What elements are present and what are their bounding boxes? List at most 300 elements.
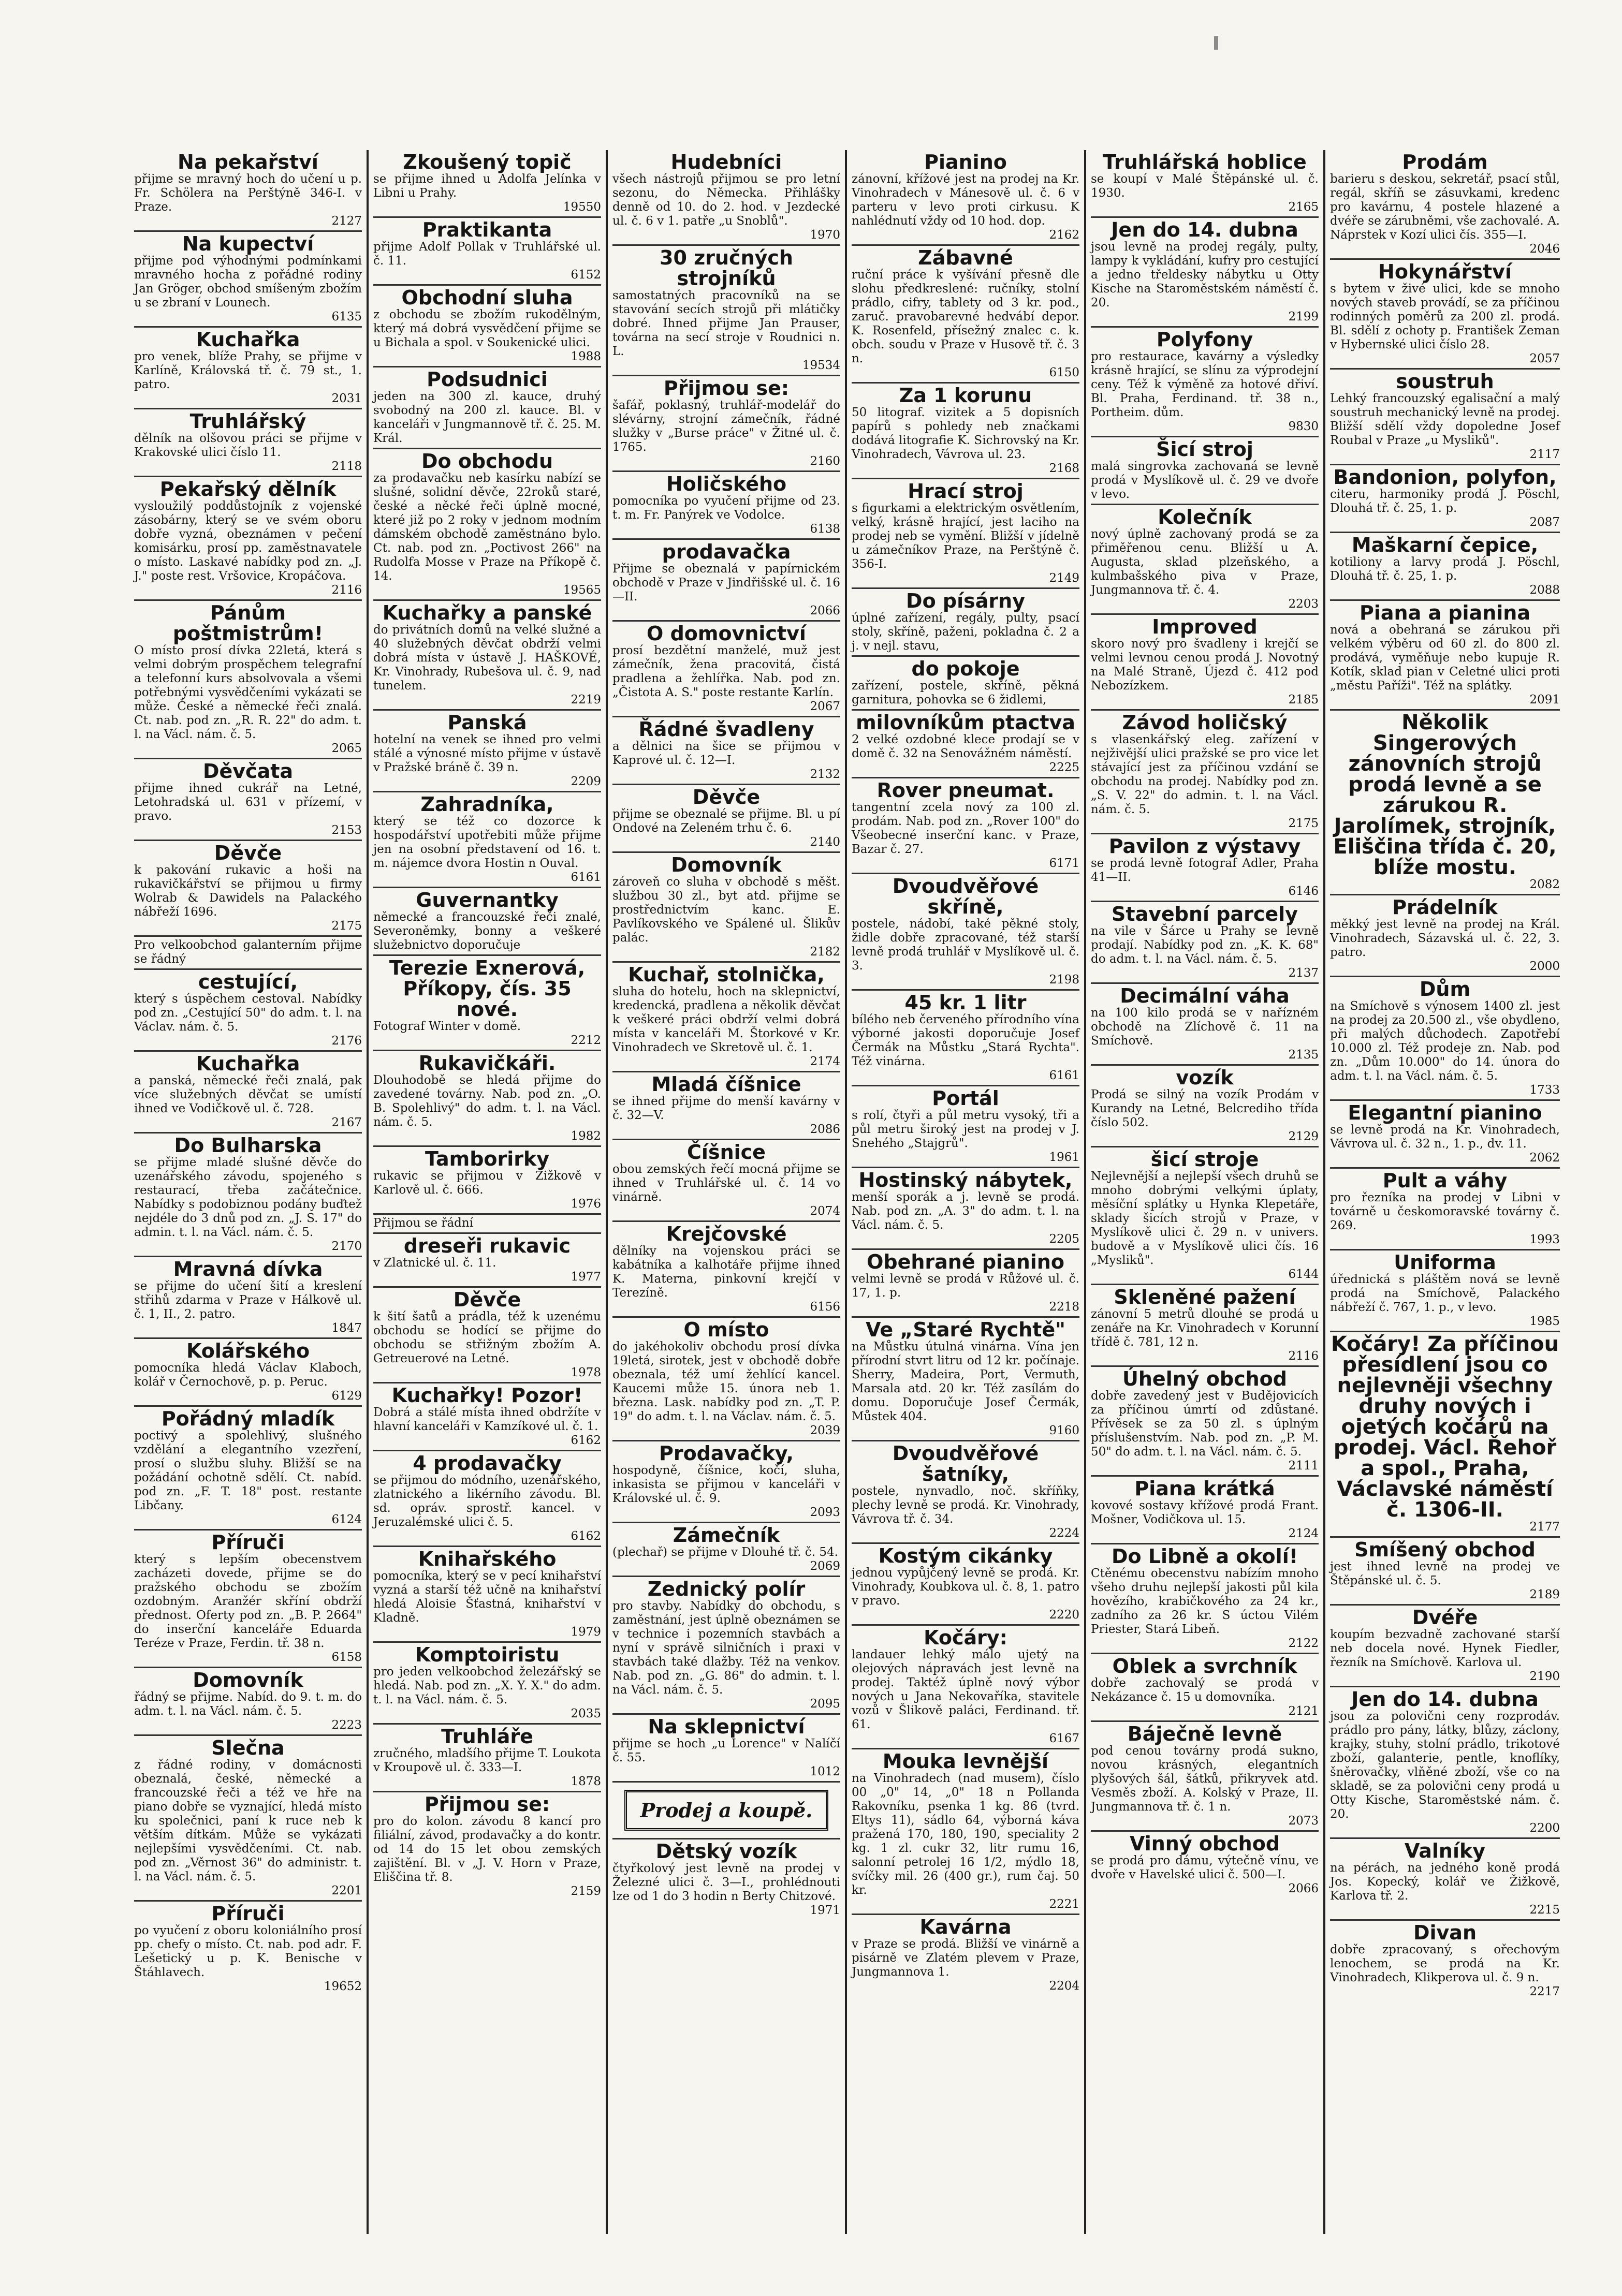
ad-reference-number: 6156 xyxy=(810,1300,840,1314)
ad-text: obou zemských řečí mocná přijme se ihned v Truhlářské ul. č. 14 vo vinárně. xyxy=(612,1162,840,1204)
ad-headline: Do obchodu xyxy=(421,450,553,473)
ad-headline: Stavební parcely xyxy=(1112,903,1298,925)
ad-reference-number: 2118 xyxy=(331,460,362,473)
ad-reference-number: 19652 xyxy=(324,1980,362,1993)
ad-reference-number: 2198 xyxy=(1049,973,1079,987)
ad-reference-number: 6167 xyxy=(1049,1732,1079,1745)
ad-headline: Přijmou se: xyxy=(663,377,790,400)
classified-ad xyxy=(1330,895,1560,977)
ad-reference-number: 6161 xyxy=(571,871,601,884)
classified-ad xyxy=(612,246,840,376)
ad-text: přijme se obeznalé se přijme. Bl. u pí Ondové na Zeleném trhu č. 6. xyxy=(612,807,840,835)
ad-reference-number: 2124 xyxy=(1288,1527,1319,1540)
classified-ad xyxy=(1091,150,1319,218)
ad-reference-number: 19565 xyxy=(563,583,601,597)
classified-ad xyxy=(134,937,362,970)
classified-ad xyxy=(852,150,1079,246)
classified-ad xyxy=(852,246,1079,384)
classified-ad xyxy=(1091,218,1319,328)
classified-ad xyxy=(852,1544,1079,1626)
classified-ad xyxy=(1330,260,1560,370)
classified-ad xyxy=(852,479,1079,589)
ad-reference-number: 2000 xyxy=(1529,960,1560,973)
ad-headline: Děvče xyxy=(692,786,761,808)
ad-text: postele, nádobí, také pěkné stoly, židle dobře zpracované, též starší levně prodá truhlář v Myslíkově ul. č. 3. xyxy=(852,917,1079,973)
ad-reference-number: 2204 xyxy=(1049,1979,1079,1993)
classified-ad xyxy=(612,1715,840,1783)
classified-ad xyxy=(852,778,1079,874)
ad-headline: Mladá číšnice xyxy=(651,1073,801,1096)
ad-headline: Divan xyxy=(1413,1921,1477,1944)
ad-text: Přijmou se řádní xyxy=(373,1216,474,1230)
ad-text: 2 velké ozdobné klece prodají se v domě č. 32 na Senovážném náměstí. xyxy=(852,733,1079,760)
classified-ad xyxy=(1091,437,1319,505)
ad-reference-number: 6135 xyxy=(331,310,362,323)
classified-ad xyxy=(134,1668,362,1736)
ad-headline: Tamborirky xyxy=(425,1147,550,1170)
ad-reference-number: 2073 xyxy=(1288,1814,1319,1828)
classified-ad xyxy=(1091,1722,1319,1832)
classified-ad xyxy=(1091,1544,1319,1654)
classified-ad xyxy=(134,759,362,841)
classified-ad xyxy=(373,367,601,449)
ad-reference-number: 2168 xyxy=(1049,462,1079,475)
classified-ad xyxy=(134,1530,362,1668)
ad-headline: O domovnictví xyxy=(647,622,806,645)
ad-headline: Přijmou se: xyxy=(424,1793,550,1816)
classified-ad xyxy=(612,622,840,717)
ad-reference-number: 6152 xyxy=(571,268,601,282)
classified-ad xyxy=(134,1052,362,1134)
ad-text: na pérách, na jedného koně prodá Jos. Kopecký, kolář ve Žižkově, Karlova tř. 2. xyxy=(1330,1861,1560,1903)
classified-ad xyxy=(612,1318,840,1441)
classified-ad xyxy=(1091,1285,1319,1367)
ad-text: za prodavačku neb kasírku nabízí se slušné, solidní děvče, 22roků staré, české a něcké řeči úplně mocné, které již po 2 roky v jednom modním dámském obchodě zaměstnáno bylo. Ct. nab. pod zn. „Poctivost 266" na Rudolfa Mosse v Praze na Příkopě č. 14. xyxy=(373,472,601,583)
classified-ad xyxy=(134,841,362,937)
ad-reference-number: 9830 xyxy=(1288,420,1319,433)
ad-text: pomocníka hledá Václav Klaboch, kolář v Černochově, p. p. Peruc. xyxy=(134,1361,362,1389)
ad-text: úřednická s pláštěm nová se levně prodá na Smíchově, Palackého nábřeží č. 767, 1. p., v levo. xyxy=(1330,1273,1560,1314)
ad-headline: Kočáry! Za příčinou přesídlení jsou co nejlevněji všechny druhy nových i ojetých kočárů na prodej. Václ. Řehoř a spol., Praha, Václavské náměstí č. 1306-II. xyxy=(1331,1332,1559,1522)
classified-ad xyxy=(852,384,1079,479)
ad-reference-number: 6146 xyxy=(1288,885,1319,898)
classified-ad xyxy=(852,1749,1079,1915)
ad-text: dobře zpracovaný, s ořechovým lenochem, se prodá na Kr. Vinohradech, Klikperova ul. č. 9 n. xyxy=(1330,1943,1560,1984)
ad-headline: Podsudnici xyxy=(427,368,548,391)
ad-reference-number: 2159 xyxy=(571,1885,601,1898)
ad-headline: Panská xyxy=(447,711,527,734)
classified-columns xyxy=(129,150,1565,2234)
column-1 xyxy=(129,150,369,2234)
ad-text: hospodyně, číšnice, kočí, sluha, inkasista se přijmou v kanceláři v Královské ul. č. 9. xyxy=(612,1464,840,1505)
ad-headline: Děvče xyxy=(214,842,282,864)
classified-ad xyxy=(1091,328,1319,437)
classified-ad xyxy=(1091,984,1319,1066)
ad-reference-number: 2189 xyxy=(1529,1588,1560,1601)
ad-headline: Bandonion, polyfon, xyxy=(1333,466,1557,489)
ad-text: dělníky na vojenskou práci se kabátníka a kalhotáře přijme ihned K. Materna, pinkovní krejčí v Terezíně. xyxy=(612,1244,840,1300)
classified-ad xyxy=(373,888,601,956)
ad-text: čtyřkolový jest levně na prodej v Železné ulici č. 3—I., prohlédnouti lze od 1 do 3 hodin n Berty Chitzové. xyxy=(612,1862,840,1903)
column-5 xyxy=(1086,150,1325,2234)
classified-ad xyxy=(1091,1066,1319,1147)
ad-text: Dobrá a stálé místa ihned obdržíte v hlavní kanceláři v Kamzíkové ul. č. 1. xyxy=(373,1406,601,1433)
ad-headline: 45 kr. 1 litr xyxy=(904,991,1027,1014)
ad-headline: Pult a váhy xyxy=(1382,1169,1508,1192)
classified-ad xyxy=(1330,370,1560,465)
classified-ad xyxy=(373,150,601,218)
ad-text: 50 litograf. vizitek a 5 dopisních papírů s pohledy neb značkami dodává litografie K. Sichrovský na Kr. Vinohradech, Vávrova ul. 23. xyxy=(852,406,1079,461)
ad-reference-number: 2199 xyxy=(1288,310,1319,323)
ad-text: po vyučení z oboru koloniálního prosí pp. chefy o místo. Ct. nab. pod adr. F. Lešetický u p. K. Benische v Štáhlavech. xyxy=(134,1924,362,1979)
classified-ad xyxy=(134,601,362,759)
ad-headline: Domovník xyxy=(193,1669,303,1691)
ad-text: vysloužilý poddůstojník z vojenské zásobárny, který se ve svém oboru dobře vyzná, obeznámen v pečení komisárku, prosí pp. zaměstnavatele o místo. Laskavé nabídky pod zn. „J. J." poste rest. Vršovice, Kropáčova. xyxy=(134,499,362,583)
classified-ad xyxy=(852,1168,1079,1250)
ad-text: v Zlatnické ul. č. 11. xyxy=(373,1256,496,1270)
ad-text: pro jeden velkoobchod železářský se hledá. Nab. pod zn. „X. Y. X." do adm. t. l. na Václ. nám. č. 5. xyxy=(373,1665,601,1706)
ad-text: který se též co dozorce k hospodářství upotřebiti může přijme jen na osobní představení od 16. t. m. nájemce dvora Hostin n Ouval. xyxy=(373,815,601,870)
ad-headline: Pánům poštmistrům! xyxy=(172,601,324,645)
ad-headline: Rover pneumat. xyxy=(876,779,1055,802)
column-2 xyxy=(369,150,608,2234)
classified-ad xyxy=(373,286,601,367)
ad-text: (plechař) se přijme v Dlouhé tř. č. 54. xyxy=(612,1546,838,1559)
classified-ad xyxy=(1330,1169,1560,1250)
classified-ad xyxy=(612,150,840,246)
ad-headline: Piana a pianina xyxy=(1360,601,1530,624)
classified-ad xyxy=(612,1441,840,1523)
ad-headline: prodavačka xyxy=(662,540,791,563)
ad-headline: do pokoje xyxy=(911,657,1020,680)
ad-headline: Truhláře xyxy=(441,1725,533,1748)
classified-ad xyxy=(373,1051,601,1147)
column-6 xyxy=(1325,150,1565,2234)
ad-text: kotiliony a larvy prodá J. Pöschl, Dlouhá tř. č. 25, 1. p. xyxy=(1330,555,1560,583)
ad-headline: Mravná dívka xyxy=(173,1258,323,1281)
ad-reference-number: 2220 xyxy=(1049,1608,1079,1622)
ad-text: jednou vypůjčený levně se prodá. Kr. Vinohrady, Koubkova ul. č. 8, 1. patro v pravo. xyxy=(852,1566,1079,1608)
ad-text: z obchodu se zbožím rukodělným, který má dobrá vysvědčení přijme se u Bichala a spol. v Soukenické ulici. xyxy=(373,308,601,349)
classified-ad xyxy=(1330,1839,1560,1921)
ad-reference-number: 6162 xyxy=(571,1434,601,1447)
ad-headline: Do Bulharska xyxy=(174,1134,322,1157)
ad-text: rukavic se přijmou v Žižkově v Karlově ul. č. 666. xyxy=(373,1169,601,1197)
ad-headline: Dům xyxy=(1419,978,1471,1000)
ad-reference-number: 2174 xyxy=(810,1055,840,1068)
ad-text: přijme se hoch „u Lorence" v Nalíčí č. 55. xyxy=(612,1737,840,1764)
ad-headline: vozík xyxy=(1176,1066,1234,1089)
classified-ad xyxy=(612,785,840,853)
ad-reference-number: 2129 xyxy=(1288,1130,1319,1143)
ad-text: zároveň co sluha v obchodě s měšt. službou 30 zl., byt atd. přijme se prostřednictvím kanc. E. Pavlíkovského ve Spálené ul. Šlikův palác. xyxy=(612,875,840,945)
ad-text: s rolí, čtyři a půl metru vysoký, tři a půl metru široký jest na prodej v J. Snehého „Stajgrů". xyxy=(852,1109,1079,1150)
ad-text: kovové sostavy křížové prodá Frant. Mošner, Vodičkova ul. 15. xyxy=(1091,1499,1319,1526)
ad-reference-number: 2219 xyxy=(571,693,601,707)
ad-headline: Polyfony xyxy=(1156,328,1253,351)
ad-headline: Pianino xyxy=(924,151,1007,173)
ad-reference-number: 2111 xyxy=(1288,1459,1319,1473)
ad-text: nový úplně zachovaný prodá se za přiměřenou cenu. Bližší u A. Augusta, sklad plzeňského, a kulmbašského piva v Praze, Jungmannova tř. č. 4. xyxy=(1091,527,1319,597)
ad-reference-number: 2217 xyxy=(1529,1985,1560,1998)
ad-headline: Decimální váha xyxy=(1120,984,1290,1007)
ad-headline: 30 zručných strojníků xyxy=(660,246,793,290)
ad-headline: Závod holičský xyxy=(1122,711,1288,734)
ad-headline: milovníkům ptactva xyxy=(856,711,1075,734)
ad-reference-number: 2117 xyxy=(1529,448,1560,461)
ad-text: se přijme do učení šití a kreslení střihů zdarma v Praze v Hálkově ul. č. 1, II., 2. patro. xyxy=(134,1279,362,1321)
ad-headline: dreseři rukavic xyxy=(403,1234,571,1257)
classified-ad xyxy=(612,472,840,540)
ad-text: s figurkami a elektrickým osvětlením, velký, krásně hrající, jest laciho na prodej neb se vymění. Bližší v jídelně u zámečníkov Praze, na Perštýně č. 356-I. xyxy=(852,502,1079,571)
ad-reference-number: 2182 xyxy=(810,945,840,959)
classified-ad xyxy=(612,717,840,785)
classified-ad xyxy=(373,1725,601,1792)
ad-headline: Mouka levnější xyxy=(882,1750,1049,1773)
ad-reference-number: 2224 xyxy=(1049,1526,1079,1540)
ad-headline: Vinný obchod xyxy=(1129,1832,1280,1855)
classified-ad xyxy=(1330,711,1560,895)
ad-text: pomocníka, který se v pecí knihařství vyzná a starší též učně na knihařství hledá Aloisie Šťastná, knihařství v Kladně. xyxy=(373,1569,601,1625)
ad-headline: Šicí stroj xyxy=(1156,438,1253,461)
ad-reference-number: 1970 xyxy=(810,228,840,242)
ad-reference-number: 2086 xyxy=(810,1123,840,1136)
ad-headline: Komptoiristu xyxy=(415,1643,560,1666)
ad-headline: šicí stroje xyxy=(1150,1148,1259,1171)
ad-headline: Krejčovské xyxy=(666,1223,787,1245)
classified-ad xyxy=(134,1257,362,1339)
ad-text: jest ihned levně na prodej ve Štěpánské ul. č. 5. xyxy=(1330,1560,1560,1587)
ad-reference-number: 6129 xyxy=(331,1389,362,1403)
ad-reference-number: 2122 xyxy=(1288,1637,1319,1650)
classified-ad xyxy=(1330,1101,1560,1169)
ad-text: se ihned přijme do menší kavárny v č. 32—V. xyxy=(612,1095,840,1122)
classified-ad xyxy=(373,1234,601,1288)
ad-text: se koupí v Malé Štěpánské ul. č. 1930. xyxy=(1091,172,1319,200)
ad-text: jsou za polovični ceny rozprodáv. prádlo pro pány, látky, blůzy, záclony, krajky, stuhy, stolní prádlo, trikotové zboží, galanterie, pentle, knoflíky, šněrovačky, vlňěné zboží, vše co na skladě, se za polovični ceny prodá u Otty Kische, Staroměstské nám. č. 20. xyxy=(1330,1710,1560,1821)
classified-ad xyxy=(1091,1147,1319,1285)
classified-ad xyxy=(1330,150,1560,260)
ad-reference-number: 2116 xyxy=(1288,1349,1319,1363)
classified-ad xyxy=(612,853,840,963)
ad-reference-number: 2153 xyxy=(331,823,362,837)
ad-text: na Vinohradech (nad musem), číslo 00 „0" 14, „0" 18 n Pollanda Rakovníku, psenka 1 kg. 86 (tvrd. Eltys 11), sádlo 64, výborná káva pražená 170, 180, 190, speciality 2 kg. 1 zl. cukr 32, litr rumu 16, salonní petrolej 16 1/2, mýdlo 18, svíčky mil. 26 (400 gr.), rum čaj. 50 kr. xyxy=(852,1772,1079,1897)
classified-ad xyxy=(1091,902,1319,984)
ad-reference-number: 2149 xyxy=(1049,571,1079,585)
ad-text: citeru, harmoniky prodá J. Pöschl, Dlouhá tř. č. 25, 1. p. xyxy=(1330,488,1560,515)
ad-text: s vlasenkářský eleg. zařízení v nejživější ulici pražské se pro vice let stávající jest za příčinou vzdání se obchodu na prodej. Nabídky pod zn. „S. V. 22" do admin. t. l. na Václ. nám. č. 5. xyxy=(1091,733,1319,816)
ad-reference-number: 1012 xyxy=(810,1765,840,1778)
ad-reference-number: 2221 xyxy=(1049,1897,1079,1911)
classified-ad xyxy=(1091,505,1319,615)
ad-text: Dlouhodobě se hledá přijme do zavedené továrny. Nab. pod zn. „O. B. Spolehlivý" do adm. t. l. na Václ. nám. č. 5. xyxy=(373,1073,601,1129)
ad-reference-number: 1993 xyxy=(1529,1233,1560,1246)
classified-ad xyxy=(612,376,840,472)
ad-headline: Obchodní sluha xyxy=(401,286,573,309)
ad-text: pro řezníka na prodej v Libni v továrně u českomoravské továrny č. 269. xyxy=(1330,1191,1560,1232)
classified-ad xyxy=(852,1250,1079,1318)
ad-reference-number: 2039 xyxy=(810,1424,840,1437)
ad-reference-number: 2140 xyxy=(810,835,840,849)
ad-text: Přijme se obeznalá v papírnickém obchodě v Praze v Jindřišské ul. č. 16—II. xyxy=(612,562,840,604)
ad-text: tangentní zcela nový za 100 zl. prodám. Nab. pod zn. „Rover 100" do Všeobecné inserční kanc. v Praze, Bazar č. 27. xyxy=(852,801,1079,856)
classified-ad xyxy=(134,232,362,328)
ad-reference-number: 2175 xyxy=(331,919,362,933)
ad-headline: Dvéře xyxy=(1412,1606,1478,1629)
ad-headline: Skleněné pažení xyxy=(1114,1286,1296,1308)
ad-headline: Jen do 14. dubna xyxy=(1351,1688,1539,1711)
ad-reference-number: 1982 xyxy=(571,1129,601,1143)
ad-reference-number: 6150 xyxy=(1049,366,1079,379)
classified-ad xyxy=(373,1643,601,1725)
ad-text: prosí bezdětní manželé, muž jest zámečník, žena pracovitá, čistá pradlena a žehlířka. Nab. pod zn. „Čistota A. S." poste restante Karlín. xyxy=(612,644,840,699)
ad-headline: Prádelník xyxy=(1392,896,1498,919)
ad-text: sluha do hotelu, hoch na sklepnictví, kredencká, pradlena a několik děvčat k veškeré práci obdrží velmi dobrá místa v kanceláři M. Štorkové v Kr. Vinohradech ve Skretově ul. č. 1. xyxy=(612,985,840,1054)
ad-text: koupím bezvadně zachované starší neb docela nové. Hynek Fiedler, řezník na Smíchově. Karlova ul. xyxy=(1330,1628,1560,1669)
ad-reference-number: 1977 xyxy=(571,1270,601,1284)
ad-text: jeden na 300 zl. kauce, druhý svobodný na 200 zl. kauce. Bl. v kanceláři v Jungmannově tř. č. 25. M. Král. xyxy=(373,390,601,445)
ad-text: pod cenou továrny prodá sukno, novou krásných, elegantních plyšových šál, šátků, přikryvek atd. Vesměs zboží. A. Kolský v Praze, II. Jungmannova tř. č. 1 n. xyxy=(1091,1744,1319,1814)
classified-ad xyxy=(612,1523,840,1577)
ad-headline: Kočáry: xyxy=(924,1626,1007,1649)
ad-reference-number: 1978 xyxy=(571,1366,601,1379)
ad-reference-number: 2190 xyxy=(1529,1670,1560,1683)
ad-headline: Guvernantky xyxy=(416,889,559,911)
ad-text: s bytem v živé ulici, kde se mnoho nových staveb provádí, se za příčinou rodinných poměrů za 200 zl. prodá. Bl. sdělí z ochoty p. František Zeman v Hybernské ulici číslo 28. xyxy=(1330,282,1560,351)
ad-headline: Kuchařky! Pozor! xyxy=(391,1384,583,1407)
classified-ad xyxy=(134,409,362,477)
ad-text: Ctěnému obecenstvu nabízím mnoho všeho druhu nejlepší jakosti půl kila hovězího, krabičkového za 24 kr., zadního za 26 kr. S úctou Vilém Priester, Stará Libeň. xyxy=(1091,1567,1319,1636)
ad-reference-number: 2088 xyxy=(1529,583,1560,597)
ad-headline: Kuchařky a panské xyxy=(382,601,592,624)
ad-reference-number: 1979 xyxy=(571,1625,601,1639)
section-heading-box xyxy=(612,1783,840,1839)
classified-ad xyxy=(852,1086,1079,1168)
ad-reference-number: 2175 xyxy=(1288,817,1319,830)
ad-text: samostatných pracovníků na se stavování secích strojů při mlátičky dobré. Ihned přijme Jan Prauser, továrna na secí stroje v Roudnici n. L. xyxy=(612,289,840,358)
ad-headline: Oblek a svrchník xyxy=(1112,1655,1297,1677)
ad-headline: Holičského xyxy=(666,473,787,495)
ad-reference-number: 2201 xyxy=(331,1884,362,1897)
classified-ad xyxy=(612,1577,840,1715)
classified-ad xyxy=(373,1215,601,1234)
ad-text: německé a francouzské řeči znalé, Severoněmky, bonny a veškeré služebnictvo doporučuje xyxy=(373,910,601,952)
ad-headline: Smíšený obchod xyxy=(1354,1538,1536,1561)
ad-reference-number: 2165 xyxy=(1288,200,1319,214)
ad-headline: soustruh xyxy=(1396,370,1494,393)
ad-text: v Praze se prodá. Bližší ve vinárně a pisárně ve Zlatém plevem v Praze, Jungmannova 1. xyxy=(852,1937,1079,1979)
classified-ad xyxy=(134,1134,362,1257)
ad-reference-number: 2121 xyxy=(1288,1704,1319,1718)
classified-ad xyxy=(373,1147,601,1215)
ad-headline: Kolečník xyxy=(1158,506,1252,528)
ad-headline: Dvoudvěřové skříně, xyxy=(892,875,1039,918)
ad-headline: Pořádný mladík xyxy=(161,1407,335,1430)
classified-ad xyxy=(373,1451,601,1547)
ad-text: landauer lehký málo ujetý na olejových nápravách jest levně na prodej. Taktéž úplně nový výbor nových u Jana Nekovaříka, stavitele vozů v Šlikově paláci, Ferdinand. tř. 61. xyxy=(852,1648,1079,1731)
ad-text: Fotograf Winter v domě. xyxy=(373,1020,521,1033)
classified-ad xyxy=(1091,1654,1319,1722)
ad-reference-number: 1878 xyxy=(571,1775,601,1788)
ad-text: všech nástrojů přijmou se pro letní sezonu, do Německa. Přihlášky denně od 10. do 2. hod. v Jezdecké ul. č. 6 v 1. patře „u Snoblů". xyxy=(612,172,840,228)
classified-ad xyxy=(1091,711,1319,834)
ad-reference-number: 1847 xyxy=(331,1321,362,1335)
ad-reference-number: 2135 xyxy=(1288,1048,1319,1062)
ad-text: na vile v Šárce u Prahy se levně prodají. Nabídky pod zn. „K. K. 68" do adm. t. l. na Václ. nám. č. 5. xyxy=(1091,924,1319,966)
ad-text: šafář, poklasný, truhlář-modelář do slévárny, strojní zámečník, řádné služky v „Burse práce" v Žitné ul. č. 1765. xyxy=(612,399,840,454)
ad-text: pro do kolon. závodu 8 kancí pro filiální, závod, prodavačky a do kontr. od 14 do 15 let obou zemských zajištění. Bl. v „J. V. Horn v Praze, Eliščina tř. 8. xyxy=(373,1815,601,1884)
ad-text: pro venek, blíže Prahy, se přijme v Karlíně, Královská tř. č. 79 st., 1. patro. xyxy=(134,350,362,391)
ad-text: přijme se mravný hoch do učení u p. Fr. Schölera na Perštýně 346-I. v Praze. xyxy=(134,172,362,214)
ad-headline: Prodám xyxy=(1402,151,1488,173)
ad-text: hotelní na venek se ihned pro velmi stálé a výnosné místo přijme v ústavě v Pražské bráně č. 39 n. xyxy=(373,733,601,774)
ad-headline: Rukavičkáři. xyxy=(418,1052,556,1075)
ad-headline: Truhlářský xyxy=(189,410,306,433)
ad-headline: Kuchař, stolnička, xyxy=(628,963,825,986)
ad-headline: Za 1 korunu xyxy=(899,384,1032,407)
ad-headline: Do písárny xyxy=(906,590,1025,612)
ad-text: skoro nový pro švadleny i krejčí se velmi levnou cenou prodá J. Novotný na Malé Straně, Újezd č. 412 pod Nebozízkem. xyxy=(1091,637,1319,693)
ad-headline: Kuchařka xyxy=(196,328,300,351)
ad-text: řádný se přijme. Nabíd. do 9. t. m. do adm. t. l. na Václ. nám. č. 5. xyxy=(134,1690,362,1718)
ad-reference-number: 2046 xyxy=(1529,242,1560,256)
ad-reference-number: 2062 xyxy=(1529,1151,1560,1165)
ad-headline: Děvčata xyxy=(202,760,294,783)
ad-headline: Několik Singerových zánovních strojů prodá levně a se zárukou R. Jarolímek, strojník, Eliščina třída č. 20, blíže mostu. xyxy=(1333,711,1557,879)
ad-reference-number: 2225 xyxy=(1049,761,1079,774)
classified-ad xyxy=(612,963,840,1072)
ad-reference-number: 2160 xyxy=(810,454,840,468)
ad-headline: cestující, xyxy=(198,970,298,993)
ad-text: se prodá levně fotograf Adler, Praha 41—II. xyxy=(1091,857,1319,884)
classified-ad xyxy=(612,1072,840,1140)
ad-reference-number: 2093 xyxy=(810,1506,840,1519)
ad-reference-number: 1733 xyxy=(1529,1083,1560,1097)
ad-reference-number: 2137 xyxy=(1288,966,1319,980)
classified-ad xyxy=(612,540,840,622)
classified-ad xyxy=(1330,1538,1560,1606)
ad-text: přijme Adolf Pollak v Truhlářské ul. č. 11. xyxy=(373,240,601,268)
ad-reference-number: 2176 xyxy=(331,1034,362,1048)
ad-reference-number: 2162 xyxy=(1049,228,1079,242)
classified-ad xyxy=(612,1839,840,1920)
classified-ad xyxy=(852,991,1079,1086)
ad-text: bílého neb červeného přírodního vína výborné jakosti doporučuje Josef Čermák na Můstku „Stará Rychta". Též vinárna. xyxy=(852,1013,1079,1068)
ad-reference-number: 2215 xyxy=(1529,1903,1560,1917)
ad-text: pomocníka po vyučení přijme od 23. t. m. Fr. Panýrek ve Vodolce. xyxy=(612,494,840,522)
ad-text: do jakéhokoliv obchodu prosí dívka 19letá, sirotek, jest v obchodě dobře obeznala, též umí žehlící kancel. Kaucemi může 15. února neb 1. března. Lask. nabídky pod zn. „T. P. 19" do adm. t. l. na Václav. nám. č. 5. xyxy=(612,1340,840,1423)
ad-reference-number: 2057 xyxy=(1529,352,1560,365)
classified-ad xyxy=(134,328,362,409)
ad-reference-number: 2069 xyxy=(810,1559,840,1573)
ad-headline: O místo xyxy=(683,1318,769,1341)
ad-text: menší sporák a j. levně se prodá. Nab. pod zn. „A. 3" do adm. t. l. na Václ. nám. č. 5. xyxy=(852,1190,1079,1232)
ad-reference-number: 2185 xyxy=(1288,693,1319,707)
ad-text: zánovní 5 metrů dlouhé se prodá u zenáře na Kr. Vinohradech v Korunní třídě č. 781, 12 n. xyxy=(1091,1307,1319,1349)
ad-text: nová a obehraná se zárukou při velkém výběru od 60 zl. do 800 zl. prodává, vyměňuje nebo kupuje R. Kotík, sklad pian v Celetné ulici proti „městu Paříži". Též na splátky. xyxy=(1330,623,1560,693)
ad-text: ruční práce k vyšívání přesně dle slohu předkreslené: ručníky, stolní prádlo, cifry, tablety od 3 kr. pod., zaruč. pravobarevné hedvábí depor. K. Rosenfeld, přísežný znalec c. k. obch. soudu v Praze v Husově tř. č. 3 n. xyxy=(852,268,1079,365)
classified-ad xyxy=(373,1384,601,1451)
ad-headline: Hrací stroj xyxy=(908,480,1024,503)
ad-reference-number: 2167 xyxy=(331,1116,362,1129)
ad-text: dobře zavedený jest v Budějovicích za příčinou úmrtí od zdůstané. Přívěsek se za 50 zl. s úplným příslušenstvím. Nab. pod zn. „P. M. 50" do adm. t. l. na Václ. nám. č. 5. xyxy=(1091,1389,1319,1459)
classified-ad xyxy=(373,711,601,792)
ad-reference-number: 2082 xyxy=(1529,878,1560,891)
ad-reference-number: 2132 xyxy=(810,768,840,781)
ad-text: Prodá se silný na vozík Prodám v Kurandy na Letné, Belcrediho třída číslo 502. xyxy=(1091,1088,1319,1129)
ad-headline: Na sklepnictví xyxy=(648,1715,805,1738)
ad-headline: Zámečník xyxy=(673,1524,780,1547)
